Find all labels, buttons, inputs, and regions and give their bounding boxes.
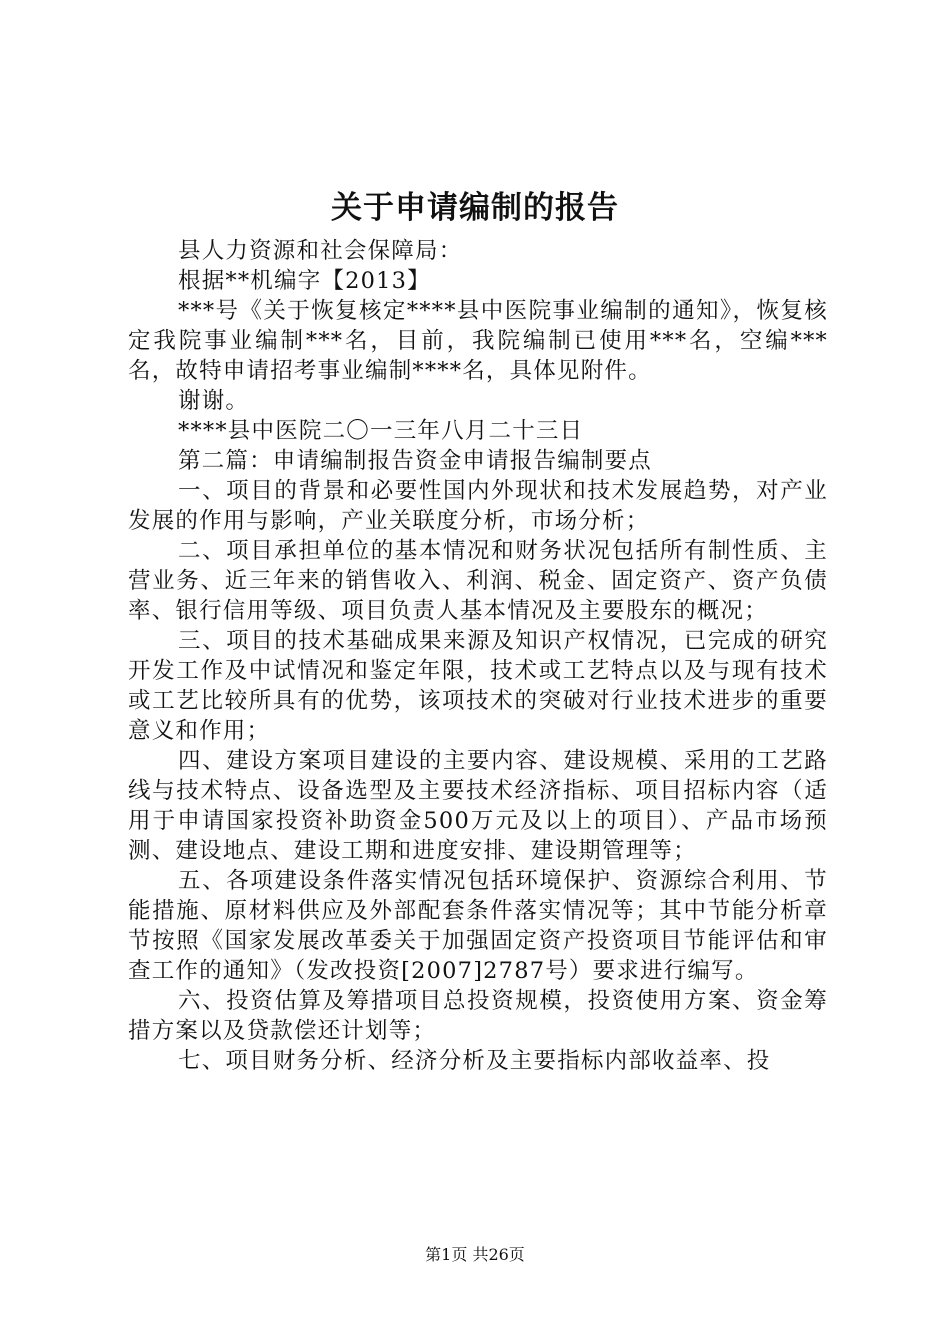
paragraph-item-1: 一、项目的背景和必要性国内外现状和技术发展趋势，对产业发展的作用与影响，产业关联度分析，市场分析； xyxy=(128,478,828,534)
paragraph-item-3: 三、项目的技术基础成果来源及知识产权情况，已完成的研究开发工作及中试情况和鉴定年限，技术或工艺特点以及与现有技术或工艺比较所具有的优势，该项技术的突破对行业技术进步的重要意义和作用； xyxy=(128,628,828,744)
paragraph-addressee: 县人力资源和社会保障局： xyxy=(178,238,463,264)
paragraph-request: ***号《关于恢复核定****县中医院事业编制的通知》，恢复核定我院事业编制***名，目前，我院编制已使用***名，空编***名，故特申请招考事业编制****名，具体见附件。 xyxy=(128,298,828,384)
document-body xyxy=(128,236,828,1076)
paragraph-thanks: 谢谢。 xyxy=(178,388,250,414)
paragraph-item-2: 二、项目承担单位的基本情况和财务状况包括所有制性质、主营业务、近三年来的销售收入、利润、税金、固定资产、资产负债率、银行信用等级、项目负责人基本情况及主要股东的概况； xyxy=(128,538,828,624)
paragraph-item-5: 五、各项建设条件落实情况包括环境保护、资源综合利用、节能措施、原材料供应及外部配套条件落实情况等；其中节能分析章节按照《国家发展改革委关于加强固定资产投资项目节能评估和审查工作的通知》（发改投资[2007]2787号）要求进行编写。 xyxy=(128,868,828,984)
page-footer: 第1页 共26页 xyxy=(425,1245,525,1264)
paragraph-reference: 根据**机编字【2013】 xyxy=(178,268,431,294)
paragraph-item-4: 四、建设方案项目建设的主要内容、建设规模、采用的工艺路线与技术特点、设备选型及主要技术经济指标、项目招标内容（适用于申请国家投资补助资金500万元及以上的项目）、产品市场预测、建设地点、建设工期和进度安排、建设期管理等； xyxy=(128,748,828,864)
paragraph-signature-date: ****县中医院二〇一三年八月二十三日 xyxy=(178,418,584,444)
section-heading: 第二篇：申请编制报告资金申请报告编制要点 xyxy=(178,448,653,474)
document-title: 关于申请编制的报告 xyxy=(331,190,619,226)
paragraph-item-6: 六、投资估算及筹措项目总投资规模，投资使用方案、资金筹措方案以及贷款偿还计划等； xyxy=(128,988,828,1044)
paragraph-item-7: 七、项目财务分析、经济分析及主要指标内部收益率、投 xyxy=(178,1048,771,1074)
